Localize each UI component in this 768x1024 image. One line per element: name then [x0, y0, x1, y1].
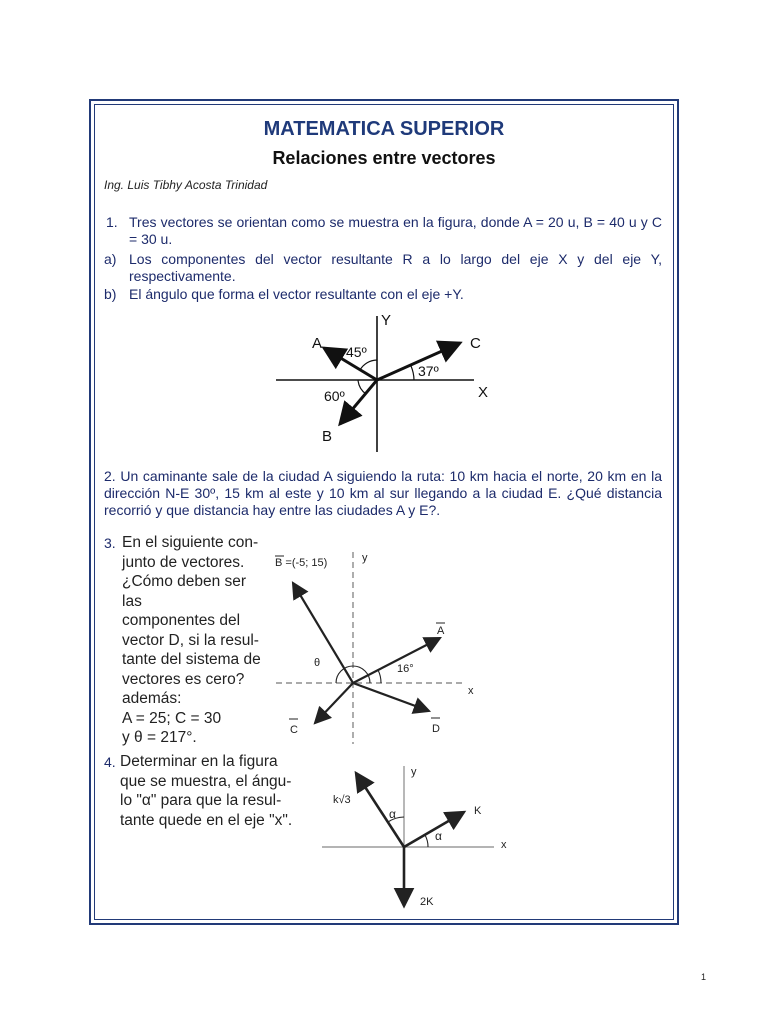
fig4-vector-k3 [356, 773, 404, 847]
part-b-label: b) [104, 286, 117, 302]
fig4-arc-2 [425, 835, 428, 847]
problem-3-line: A = 25; C = 30 [122, 709, 222, 727]
part-a-label: a) [104, 251, 117, 267]
part-b-text: El ángulo que forma el vector resultante con el eje +Y. [129, 286, 464, 302]
problem-1-number: 1. [106, 214, 118, 230]
fig1-label-b: B [322, 428, 333, 445]
fig4-label-y: y [411, 766, 417, 778]
problem-3-line: componentes del [122, 612, 241, 629]
problem-3-line: vector D, si la resul- [122, 631, 259, 649]
problem-3-line: En el siguiente con- [122, 534, 259, 551]
fig3-label-a: A [437, 625, 445, 637]
problem-4-line: lo "α" para que la resul- [120, 792, 282, 809]
page-number: 1 [700, 972, 706, 982]
page-title: MATEMATICA SUPERIOR [263, 118, 505, 140]
problem-3-line: vectores es cero? [122, 670, 245, 688]
fig4-alpha-1: α [389, 807, 396, 821]
fig3-label-y: y [362, 552, 368, 564]
problem-3-line: y θ = 217°. [122, 729, 197, 746]
fig1-angle-c: 37º [418, 363, 439, 379]
problem-4-line: tante quede en el eje "x". [120, 811, 293, 829]
fig1-label-y: Y [381, 312, 392, 329]
fig4-label-k3: k√3 [333, 794, 351, 806]
fig3-label-c: C [290, 724, 298, 736]
fig1-angle-a: 45º [346, 344, 367, 360]
fig4-label-2k: 2K [420, 896, 434, 908]
page-subtitle: Relaciones entre vectores [272, 148, 496, 168]
fig3-label-b: B =(-5; 15) [275, 557, 328, 569]
problem-3-line: junto de vectores. [122, 553, 245, 571]
problem-4-line: que se muestra, el ángu- [120, 772, 292, 790]
problem-1-text: Tres vectores se orientan como se muestra en la figura, donde A = 20 u, B = 40 u y C = 30 u. [129, 214, 662, 247]
fig1-label-a: A [312, 335, 323, 352]
fig4-vector-k [404, 812, 464, 847]
problem-3-line: tante del sistema de [122, 651, 261, 668]
fig1-angle-b: 60º [324, 388, 345, 404]
fig4-label-k: K [474, 805, 482, 817]
fig3-label-d: D [432, 723, 440, 735]
fig4-label-x: x [501, 839, 507, 851]
problem-3-line: además: [122, 690, 182, 707]
fig3-label-x: x [468, 685, 474, 697]
problem-2-text: 2. Un caminante sale de la ciudad A siguiendo la ruta: 10 km hacia el norte, 20 km en la dirección N-E 30º, 15 km al este y 10 km al sur llegando a la ciudad E. ¿Qué distancia recorrió y que distancia hay entre las ciudades A y E?. [104, 468, 662, 518]
author-line: Ing. Luis Tibhy Acosta Trinidad [104, 178, 268, 192]
fig1-label-x: X [478, 384, 489, 401]
problem-4-line: Determinar en la figura [120, 753, 278, 770]
problem-3-line: ¿Cómo deben ser las [122, 573, 247, 610]
fig4-alpha-2: α [435, 829, 442, 843]
fig3-angle-16: 16° [397, 663, 414, 675]
part-a-text: Los componentes del vector resultante R a lo largo del eje X y del eje Y, respectivamente. [129, 251, 662, 284]
problem-3-number: 3. [104, 535, 116, 551]
fig3-theta: θ [314, 657, 321, 669]
problem-4-number: 4. [104, 754, 116, 770]
fig1-label-c: C [470, 335, 481, 352]
